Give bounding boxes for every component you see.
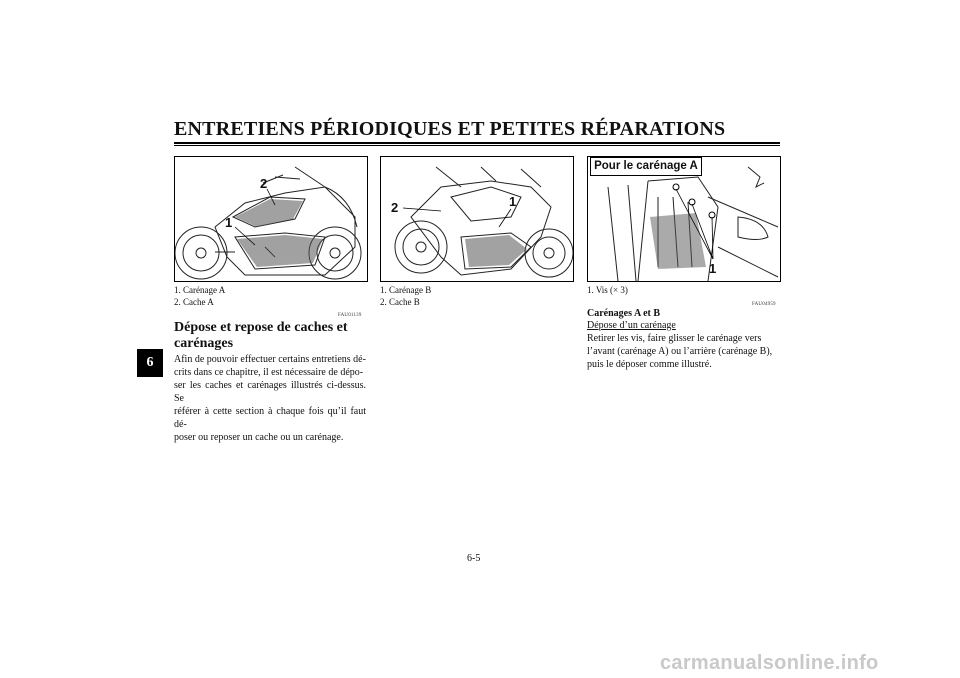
figure-1-caption (174, 284, 225, 308)
motorcycle-right-illustration (381, 157, 573, 281)
heading-line: Dépose et repose de caches et (174, 320, 348, 335)
figure-3-caption (587, 284, 628, 296)
screw-markers (673, 184, 715, 218)
section-code: FAU04959 (752, 302, 776, 307)
page-number: 6-5 (467, 553, 481, 564)
right-section (587, 308, 779, 371)
leader-line (403, 208, 441, 211)
section-heading (174, 320, 366, 352)
callout-2: 2 (391, 200, 399, 215)
callout-2: 2 (260, 176, 268, 191)
underlined-subtitle: Dépose d’un carénage (587, 320, 676, 331)
title-rule (174, 142, 780, 144)
body-line: Retirer les vis, faire glisser le carénage vers (587, 333, 762, 344)
caption-line: 1. Vis (× 3) (587, 285, 628, 295)
body-line: ser les caches et carénages illustrés ci-dessus. Se (174, 380, 366, 404)
title-rule-thin (174, 145, 780, 146)
callout-1: 1 (225, 215, 233, 230)
caption-line: 1. Carénage A (174, 285, 226, 295)
body-line: l’avant (carénage A) ou l’arrière (carénage B), (587, 346, 773, 357)
body-line: puis le déposer comme illustré. (587, 359, 712, 370)
body-line: poser ou reposer un cache ou un carénage. (174, 432, 344, 443)
motorcycle-left-illustration (175, 157, 367, 281)
figure-fairing-a (174, 156, 368, 282)
figure-fairing-b (380, 156, 574, 282)
body-line: Afin de pouvoir effectuer certains entretiens dé- (174, 354, 366, 365)
watermark: carmanualsonline.info (660, 652, 879, 674)
page-title: ENTRETIENS PÉRIODIQUES ET PETITES RÉPARATIONS (174, 118, 726, 140)
section-code: FAU01139 (338, 313, 362, 318)
body-line: référer à cette section à chaque fois qu’il faut dé- (174, 406, 366, 430)
section-body (587, 332, 779, 371)
caption-line: 1. Carénage B (380, 285, 432, 295)
chapter-tab: 6 (137, 349, 163, 377)
callout-1: 1 (709, 261, 717, 276)
subheading: Carénages A et B (587, 308, 661, 319)
caption-line: 2. Cache A (174, 297, 214, 307)
callout-1: 1 (509, 194, 517, 209)
left-section (174, 320, 366, 444)
figure-2-caption (380, 284, 431, 308)
section-body (174, 353, 366, 444)
caption-line: 2. Cache B (380, 297, 420, 307)
heading-line: carénages (174, 336, 234, 351)
body-line: crits dans ce chapitre, il est nécessaire de dépo- (174, 367, 364, 378)
figure-label-box: Pour le carénage A (590, 157, 702, 176)
